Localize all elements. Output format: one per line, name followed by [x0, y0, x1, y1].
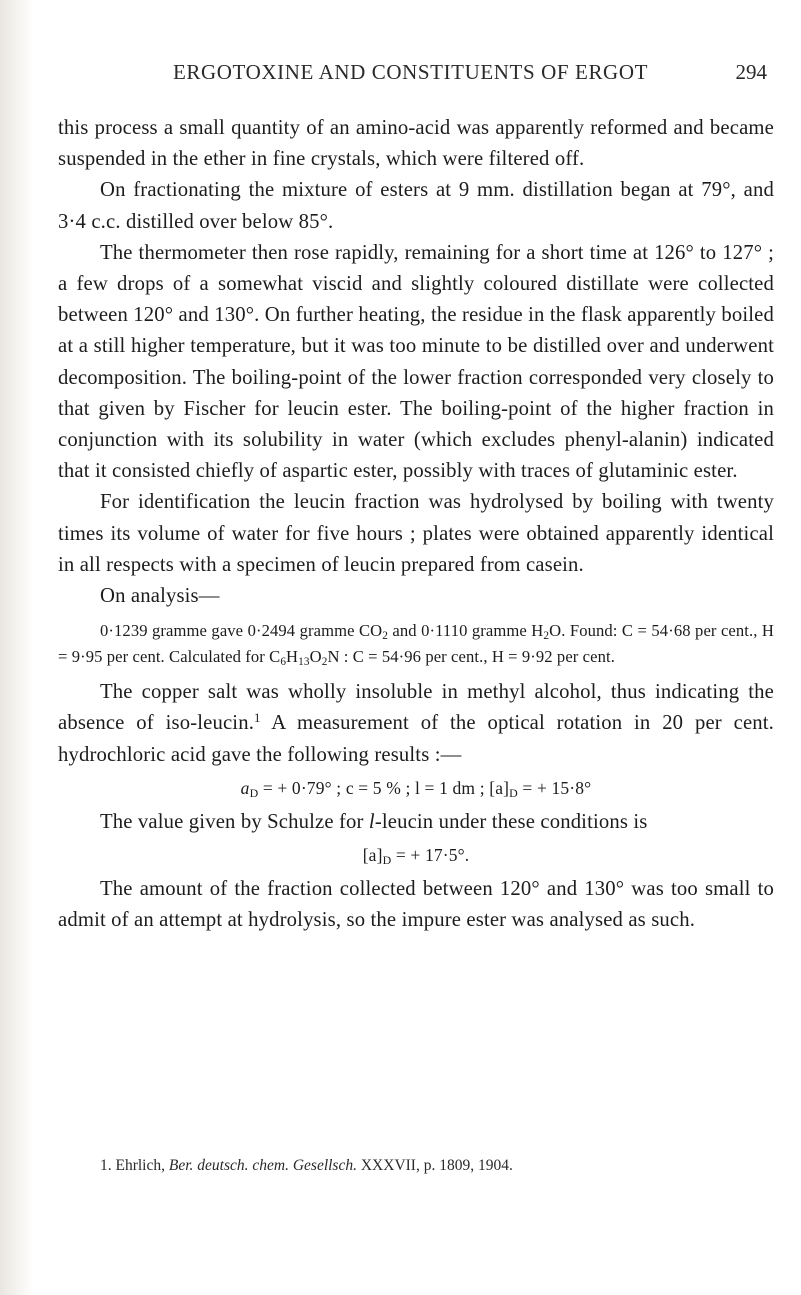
- paragraph-7: The value given by Schulze for l-leucin under these conditions is: [100, 810, 648, 833]
- paragraph-1: this process a small quantity of an amino-acid was apparently reformed and became suspended in the ether in fine crystals, which were filtered off.: [58, 117, 774, 171]
- page-edge-shadow: [0, 0, 34, 1295]
- footnote: 1. Ehrlich, Ber. deutsch. chem. Gesellsch. XXXVII, p. 1809, 1904.: [100, 1157, 513, 1174]
- rotation-formula: $a_D$ = + 0·79° ; c = 5 % ; l = 1 dm ; $[a]_D$ = + 15·8°: [240, 777, 592, 800]
- paragraph-3: The thermometer then rose rapidly, remaining for a short time at 126° to 127° ; a few drops of a somewhat viscid and slightly coloured distillate were collected between 120° and 130°. On further heating, the residue in the flask apparently boiled at a still higher temperature, but it was too minute to be distilled over and underwent decomposition. The boiling-point of the lower fraction corresponded very closely to that given by Fischer for leucin ester. The boiling-point of the higher fraction in conjunction with its solubility in water (which excludes phenyl-alanin) indicated that it consisted chiefly of aspartic ester, possibly with traces of glutaminic ester.: [58, 241, 774, 483]
- footnote-ref: 1: [254, 711, 261, 726]
- analysis-result: 0·1239 gramme gave 0·2494 gramme $CO_2$ and 0·1110 gramme $H_2O$. Found: C = 54·68 per cent., H = 9·95 per cent. Calculated for $C_6H_{13}O_2N$ : C = 54·96 per cent., H = 9·92 per cent.: [58, 621, 774, 668]
- running-header: ERGOTOXINE AND CONSTITUENTS OF ERGOT: [172, 60, 649, 84]
- body-text: [58, 113, 774, 936]
- paragraph-4: For identification the leucin fraction was hydrolysed by boiling with twenty times its volume of water for five hours ; plates were obtained apparently identical in all respects with a specimen of leucin prepared from casein.: [58, 491, 774, 576]
- paragraph-6: The copper salt was wholly insoluble in methyl alcohol, thus indicating the absence of iso-leucin.$^1$ A measurement of the optical rotation in 20 per cent. hydrochloric acid gave the following results :—: [58, 681, 774, 766]
- paragraph-5: On analysis—: [100, 585, 220, 608]
- paragraph-2: On fractionating the mixture of esters at 9 mm. distillation began at 79°, and 3·4 c.c. distilled over below 85°.: [58, 179, 774, 233]
- page-number: 294: [735, 60, 767, 84]
- schulze-formula: $[a]_D$ = + 17·5°.: [362, 845, 470, 868]
- paragraph-8: The amount of the fraction collected between 120° and 130° was too small to admit of an attempt at hydrolysis, so the impure ester was analysed as such.: [58, 878, 774, 932]
